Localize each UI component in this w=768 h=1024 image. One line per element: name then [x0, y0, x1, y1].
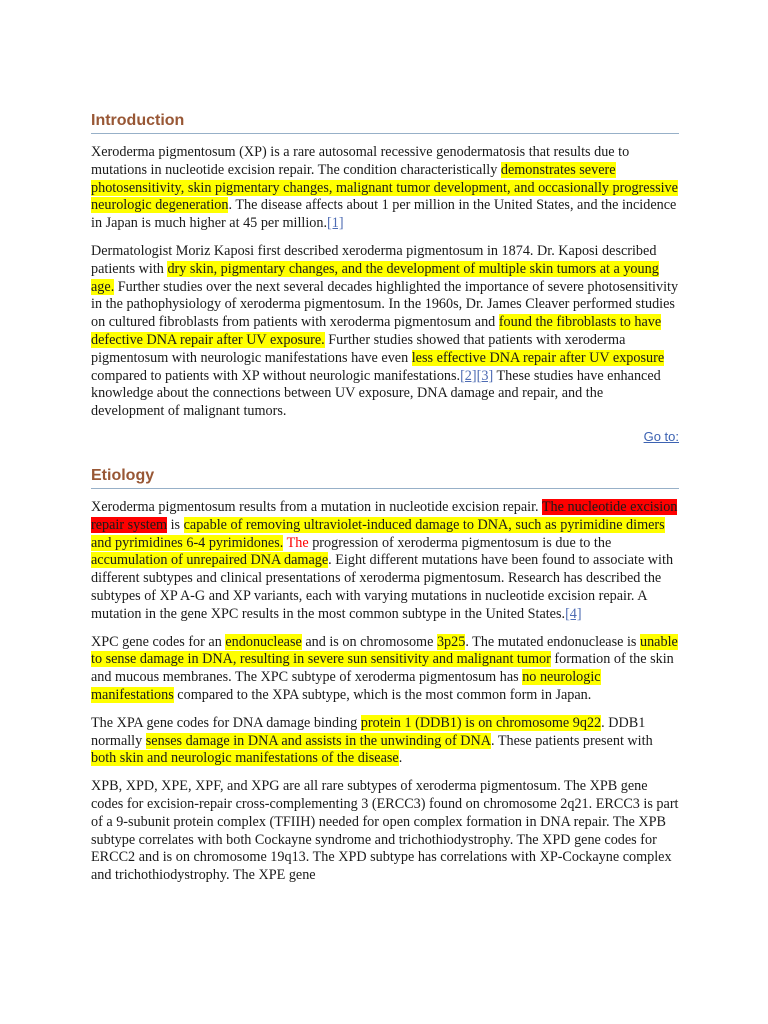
introduction-section	[91, 112, 679, 444]
highlight-yellow: no neurologic manifestations	[91, 669, 601, 703]
citation-link-3[interactable]: [3]	[476, 367, 494, 384]
text-run: Xeroderma pigmentosum results from a mutation in nucleotide excision repair.	[91, 499, 542, 515]
etiology-heading: Etiology	[91, 467, 679, 489]
text-run: Xeroderma pigmentosum (XP) is a rare autosomal recessive genodermatosis that results due to mutations in nucleotide excision repair. The condition characteristically	[91, 144, 630, 178]
text-run: . DDB1 normally	[91, 714, 646, 749]
text-run: progression of xeroderma pigmentosum is due to the	[308, 534, 612, 551]
text-run: XPB, XPD, XPE, XPF, and XPG are all rare subtypes of xeroderma pigmentosum. The XPB gene codes for excision-repair cross-complementing 3 (ERCC3) found on chromosome 2q21. ERCC3 is part of a 9-subunit protein complex (TFIIH) needed for open complex formation in DNA repair. The XPB subtype correlates with both Cockayne syndrome and trichothiodystrophy. The XPD gene codes for ERCC2 and is on chromosome 19q13. The XPD subtype has correlations with XP-Cockayne complex and trichothiodystrophy. The XPE gene	[91, 778, 679, 884]
text-run: and is on chromosome	[301, 633, 437, 650]
goto-link[interactable]: Go to:	[643, 428, 679, 444]
text-run: . These patients present with	[490, 732, 653, 749]
highlight-yellow: unable to sense damage in DNA, resulting in severe sun sensitivity and malignant tumor	[91, 633, 678, 668]
highlight-yellow: 3p25	[436, 633, 466, 650]
text-run: compared to the XPA subtype, which is the most common form in Japan.	[173, 686, 592, 703]
highlight-yellow: found the fibroblasts to have defective DNA repair after UV exposure.	[91, 314, 662, 348]
text-run: Further studies showed that patients with xeroderma pigmentosum with neurologic manifestations have even	[91, 331, 626, 366]
introduction-heading: Introduction	[91, 112, 679, 134]
etiology-paragraph-3	[91, 715, 679, 768]
text-run: is	[167, 516, 184, 533]
text-run: .	[398, 750, 403, 767]
etiology-paragraph-4	[91, 778, 679, 885]
highlight-yellow: protein 1 (DDB1) is on chromosome 9q22	[360, 714, 602, 731]
highlight-yellow: demonstrates severe photosensitivity, skin pigmentary changes, malignant tumor development, and occasionally progressive neurologic degeneration	[91, 161, 678, 214]
text-run: . The mutated endonuclease is	[465, 633, 640, 650]
highlight-yellow: dry skin, pigmentary changes, and the development of multiple skin tumors at a young age.	[91, 260, 659, 295]
text-run: XPC gene codes for an	[91, 633, 226, 650]
etiology-paragraph-2	[91, 634, 679, 705]
citation-link-4[interactable]: [4]	[565, 605, 582, 622]
highlight-yellow: senses damage in DNA and assists in the unwinding of DNA	[145, 732, 491, 749]
etiology-section	[91, 467, 679, 885]
citation-link-2[interactable]: [2]	[460, 367, 477, 384]
red-text: The	[283, 534, 309, 551]
citation-link-1[interactable]: [1]	[327, 215, 344, 232]
highlight-yellow: both skin and neurologic manifestations of the disease	[91, 750, 399, 767]
text-run: compared to patients with XP without neurologic manifestations.	[91, 367, 461, 384]
text-run: . The disease affects about 1 per million in the United States, and the incidence in Japan is much higher at 45 per million.	[91, 197, 677, 232]
introduction-paragraph-2	[91, 243, 679, 421]
text-run: The XPA gene codes for DNA damage binding	[91, 714, 361, 731]
highlight-red: The nucleotide excision repair system	[91, 499, 678, 533]
highlight-yellow: less effective DNA repair after UV exposure	[411, 349, 665, 366]
highlight-yellow: accumulation of unrepaired DNA damage	[91, 552, 329, 569]
text-run: These studies have enhanced knowledge about the connections between UV exposure, DNA damage and repair, and the development of malignant tumors.	[91, 367, 661, 420]
introduction-paragraph-1	[91, 144, 679, 233]
highlight-yellow: endonuclease	[225, 633, 302, 650]
text-run: Further studies over the next several decades highlighted the importance of severe photosensitivity in the pathophysiology of xeroderma pigmentosum. In the 1960s, Dr. James Cleaver performed studies on cultured fibroblasts from patients with xeroderma pigmentosum and	[91, 278, 679, 331]
text-run: . Eight different mutations have been found to associate with different subtypes and clinical presentations of xeroderma pigmentosum. Research has described the subtypes of XP A-G and XP variants, each with varying mutations in nucleotide excision repair. A mutation in the gene XPC results in the most common subtype in the United States.	[91, 552, 674, 622]
text-run: Dermatologist Moriz Kaposi first described xeroderma pigmentosum in 1874. Dr. Kaposi described patients with	[91, 242, 657, 277]
highlight-yellow: capable of removing ultraviolet-induced damage to DNA, such as pyrimidine dimers and pyrimidines 6-4 pyrimidones.	[91, 516, 665, 551]
text-run: formation of the skin and mucous membranes. The XPC subtype of xeroderma pigmentosum has	[91, 651, 674, 686]
etiology-paragraph-1	[91, 499, 679, 624]
